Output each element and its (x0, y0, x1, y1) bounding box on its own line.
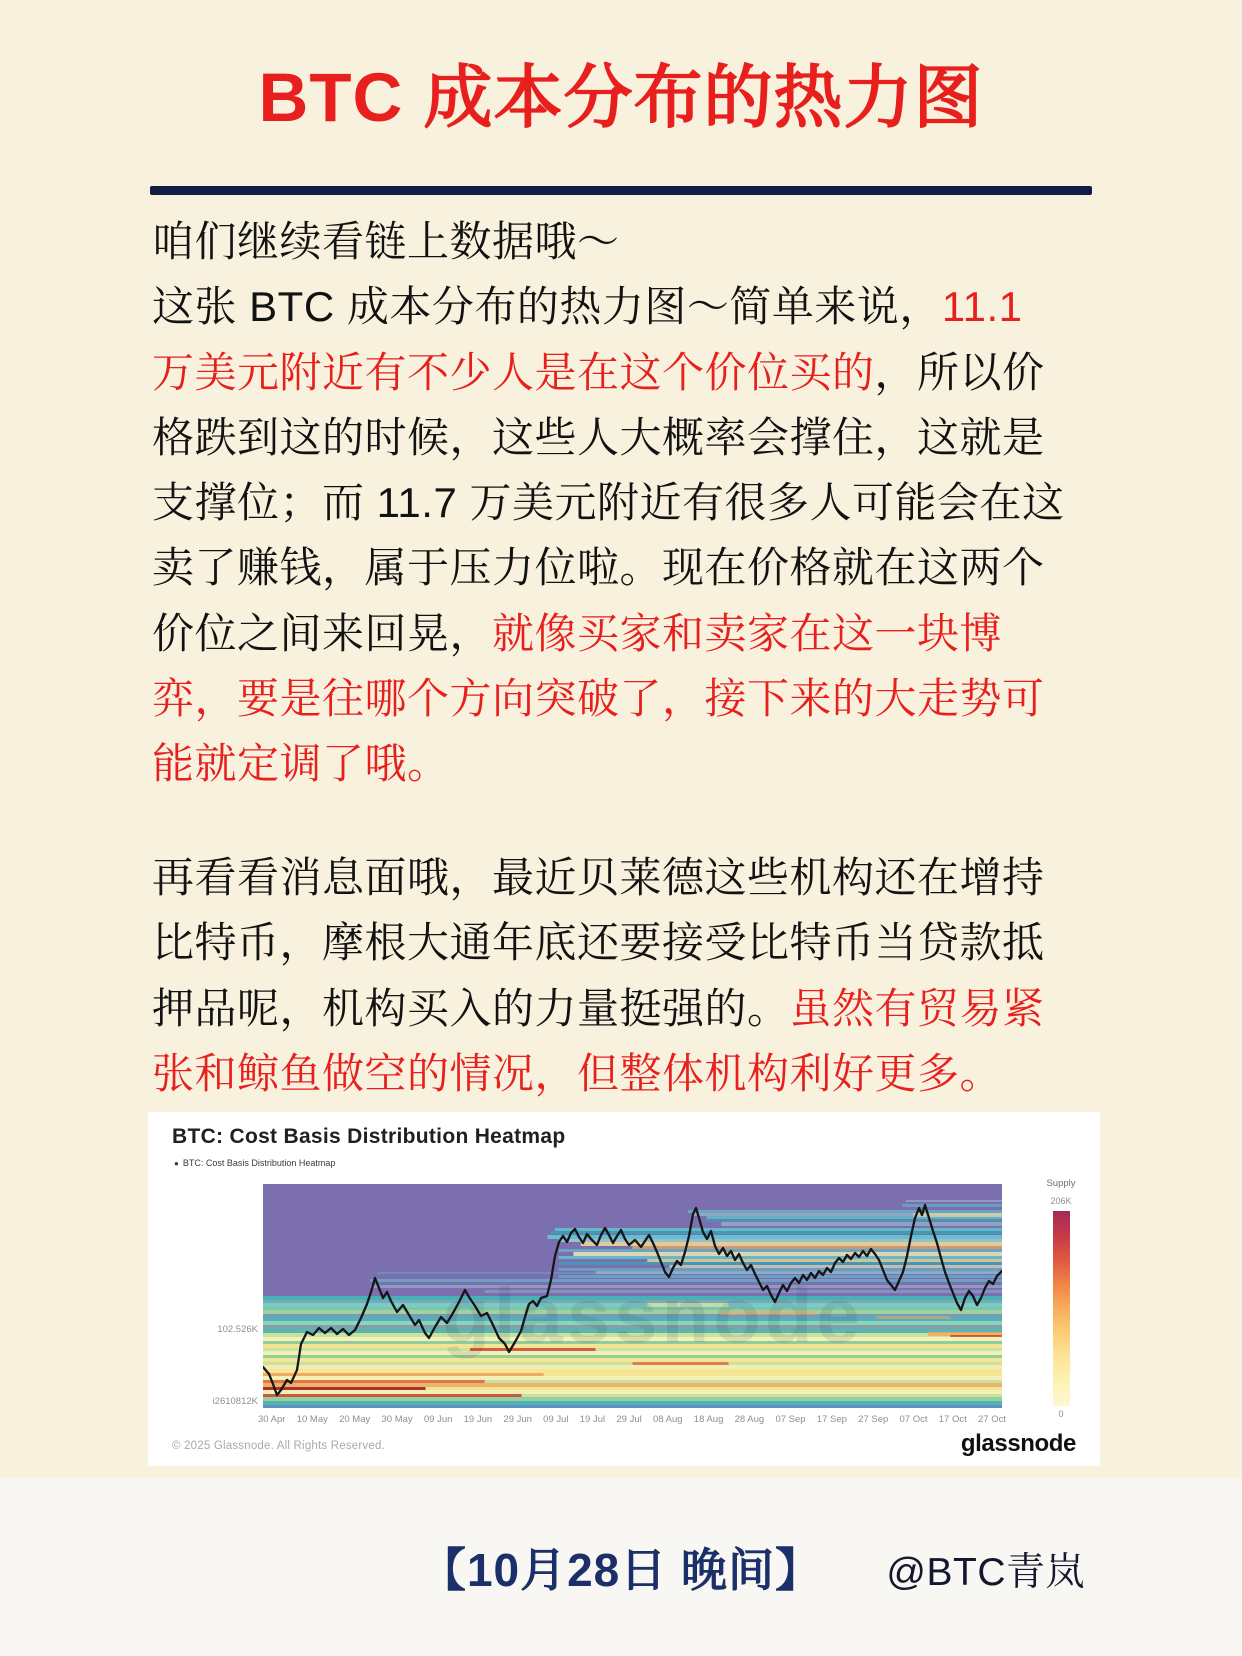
text-line: 能就定调了哦。 (152, 740, 450, 788)
title-underline-rule (150, 186, 1092, 195)
text-line: 支撑位；而 11.7 万美元附近有很多人可能会在这 (152, 479, 1065, 527)
text-line: 咱们继续看链上数据哦～ (152, 218, 620, 265)
x-tick-label: 30 Apr (258, 1414, 286, 1425)
colorbar-title: Supply (1046, 1178, 1076, 1189)
supply-colorbar (1053, 1211, 1070, 1406)
post-date-label: 【10月28日 晚间】 (419, 1544, 823, 1596)
author-handle: @BTC青岚 (886, 1551, 1085, 1594)
heatmap-svg (263, 1184, 1002, 1408)
x-tick-label: 08 Aug (652, 1414, 683, 1425)
x-tick-label: 18 Aug (693, 1414, 724, 1425)
y-axis-label-upper: 102.526K (217, 1324, 258, 1335)
text-line: 格跌到这的时候，这些人大概率会撑住，这就是 (152, 413, 1045, 461)
legend-label: BTC: Cost Basis Distribution Heatmap (182, 1158, 336, 1168)
legend-dot-icon: ● (174, 1159, 179, 1168)
text-line: 卖了赚钱，属于压力位啦。现在价格就在这两个 (152, 544, 1045, 592)
heatmap-plot (263, 1184, 1002, 1408)
x-tick-label: 27 Oct (977, 1414, 1006, 1425)
text-line: 这张 BTC 成本分布的热力图～简单来说，11.1 (152, 283, 1023, 331)
x-tick-label: 29 Jul (616, 1414, 642, 1425)
y-axis-label-lower: i2610812K (212, 1396, 258, 1407)
x-tick-label: 10 May (296, 1414, 328, 1425)
x-tick-label: 09 Jun (423, 1414, 453, 1425)
x-tick-label: 28 Aug (734, 1414, 765, 1425)
glassnode-chart-card (148, 1112, 1100, 1466)
paragraph-analysis (152, 209, 1064, 797)
text-line: 比特币，摩根大通年底还要接受比特币当贷款抵 (152, 919, 1045, 967)
x-tick-label: 19 Jun (463, 1414, 493, 1425)
text-line: 价位之间来回晃，就像买家和卖家在这一块博 (152, 609, 1003, 657)
x-tick-label: 29 Jun (503, 1414, 532, 1425)
x-tick-label: 20 May (339, 1414, 371, 1425)
x-tick-label: 27 Sep (858, 1414, 889, 1425)
glassnode-copyright: © 2025 Glassnode. All Rights Reserved. (172, 1440, 385, 1452)
glassnode-wordmark: glassnode (960, 1430, 1076, 1457)
x-tick-label: 09 Jul (543, 1414, 569, 1425)
text-line: 弈，要是往哪个方向突破了，接下来的大走势可 (152, 675, 1045, 723)
chart-title: BTC: Cost Basis Distribution Heatmap (172, 1125, 566, 1148)
chart-legend (174, 1158, 335, 1168)
text-line: 押品呢，机构买入的力量挺强的。虽然有贸易紧 (152, 984, 1045, 1032)
page-title: BTC 成本分布的热力图 (258, 59, 984, 136)
x-tick-label: 07 Oct (899, 1414, 928, 1425)
x-axis-ticks (258, 1414, 1006, 1425)
x-tick-label: 07 Sep (775, 1414, 806, 1425)
x-tick-label: 17 Sep (816, 1414, 847, 1425)
text-line: 万美元附近有不少人是在这个价位买的，所以价 (152, 348, 1045, 396)
text-line: 再看看消息面哦，最近贝莱德这些机构还在增持 (152, 854, 1045, 901)
x-tick-label: 30 May (381, 1414, 413, 1425)
colorbar-max-label: 206K (1050, 1196, 1072, 1206)
svg-text:glassnode: glassnode (442, 1271, 864, 1359)
text-line: 张和鲸鱼做空的情况，但整体机构利好更多。 (152, 1049, 1003, 1097)
x-tick-label: 19 Jul (579, 1414, 606, 1425)
colorbar-min-label: 0 (1058, 1409, 1064, 1419)
paragraph-news (152, 845, 1045, 1106)
x-tick-label: 17 Oct (938, 1414, 967, 1425)
